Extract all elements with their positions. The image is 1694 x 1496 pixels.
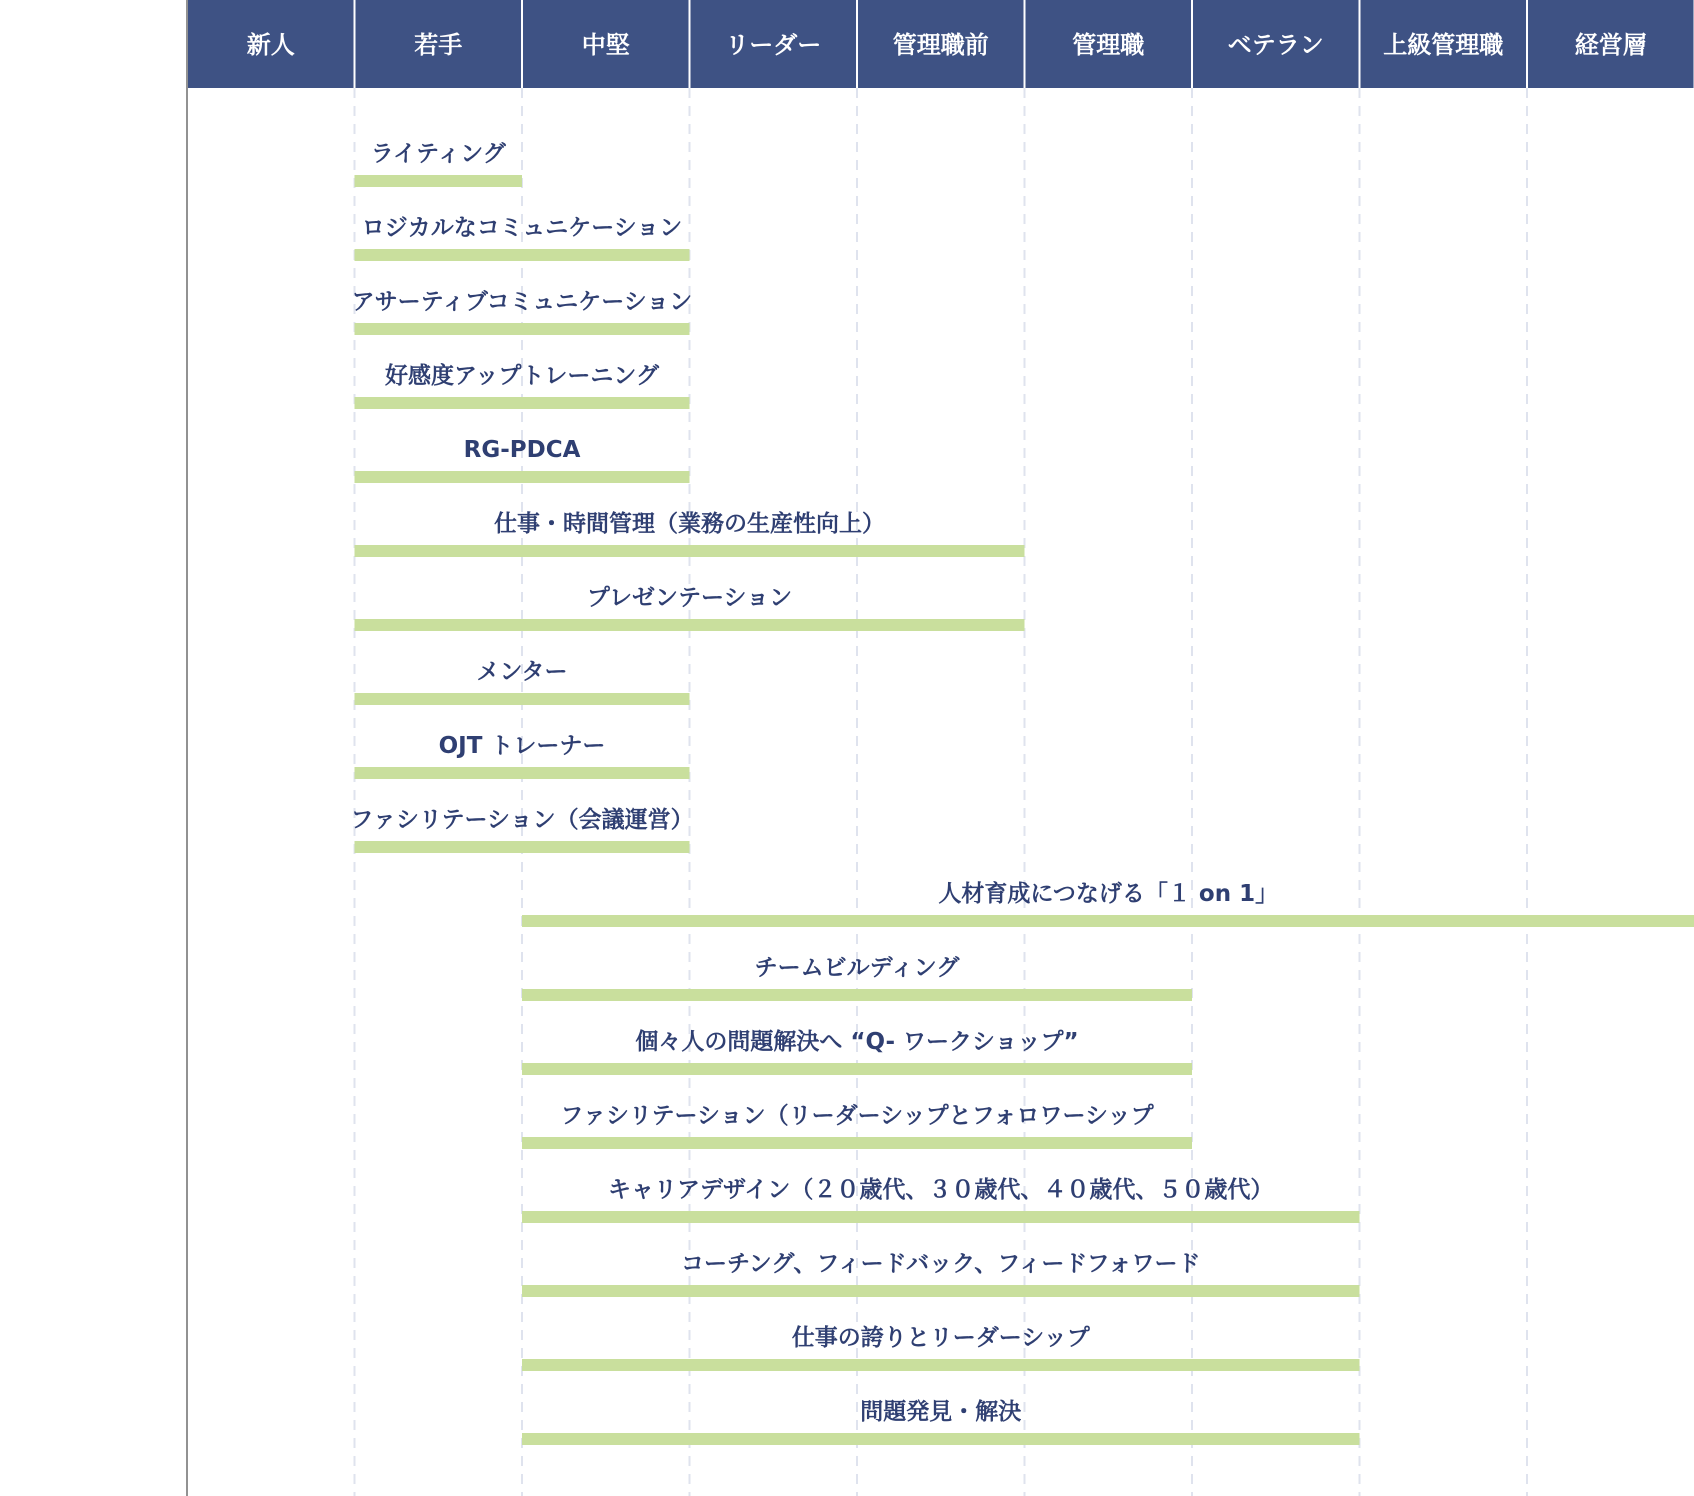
training-label: 問題発見・解決 [860, 1399, 1022, 1425]
training-label: 人材育成につなげる「１ on 1」 [938, 881, 1279, 907]
training-bar [355, 841, 690, 853]
training-bar [522, 1137, 1192, 1149]
training-label: メンター [476, 659, 568, 685]
training-label: 個々人の問題解決へ “Q- ワークショップ” [635, 1029, 1079, 1055]
training-label: ロジカルなコミュニケーション [361, 215, 683, 241]
training-bar [522, 1433, 1360, 1445]
training-bar [355, 175, 523, 187]
stage-label: 若手 [414, 31, 463, 59]
training-bar [355, 397, 690, 409]
training-label: ライティング [370, 141, 506, 167]
training-label: ファシリテーション（会議運営） [350, 807, 694, 833]
training-label: 仕事・時間管理（業務の生産性向上） [494, 511, 885, 537]
stage-label: リーダー [725, 31, 822, 59]
training-label: 好感度アップトレーニング [385, 363, 659, 389]
training-bar [355, 693, 690, 705]
training-bar [355, 767, 690, 779]
training-label: キャリアデザイン（２０歳代、３０歳代、４０歳代、５０歳代） [608, 1177, 1274, 1203]
training-label: RG-PDCA [463, 437, 581, 463]
training-label: OJT トレーナー [438, 733, 606, 759]
training-bar [522, 989, 1192, 1001]
training-bar [355, 471, 690, 483]
training-label: コーチング、フィードバック、フィードフォワード [680, 1251, 1201, 1277]
training-bar [522, 1359, 1360, 1371]
stage-label: 管理職前 [892, 31, 989, 59]
training-bar [355, 323, 690, 335]
training-bar [522, 915, 1694, 927]
training-bar [355, 619, 1025, 631]
training-bar [522, 1211, 1360, 1223]
stage-label: 管理職 [1072, 31, 1145, 59]
training-label: チームビルディング [754, 955, 960, 981]
stage-label: 新人 [246, 31, 295, 59]
training-label: アサーティブコミュニケーション [351, 289, 693, 315]
training-bar [522, 1063, 1192, 1075]
stage-label: 経営層 [1574, 31, 1647, 59]
training-bar [355, 545, 1025, 557]
training-label: 仕事の誇りとリーダーシップ [791, 1325, 1090, 1351]
training-label: ファシリテーション（リーダーシップとフォロワーシップ [560, 1103, 1154, 1129]
stage-label: 中堅 [581, 31, 630, 59]
stage-label: ベテラン [1227, 31, 1324, 59]
training-bar [522, 1285, 1360, 1297]
training-label: プレゼンテーション [586, 585, 793, 611]
training-bar [355, 249, 690, 261]
stage-label: 上級管理職 [1383, 31, 1504, 59]
